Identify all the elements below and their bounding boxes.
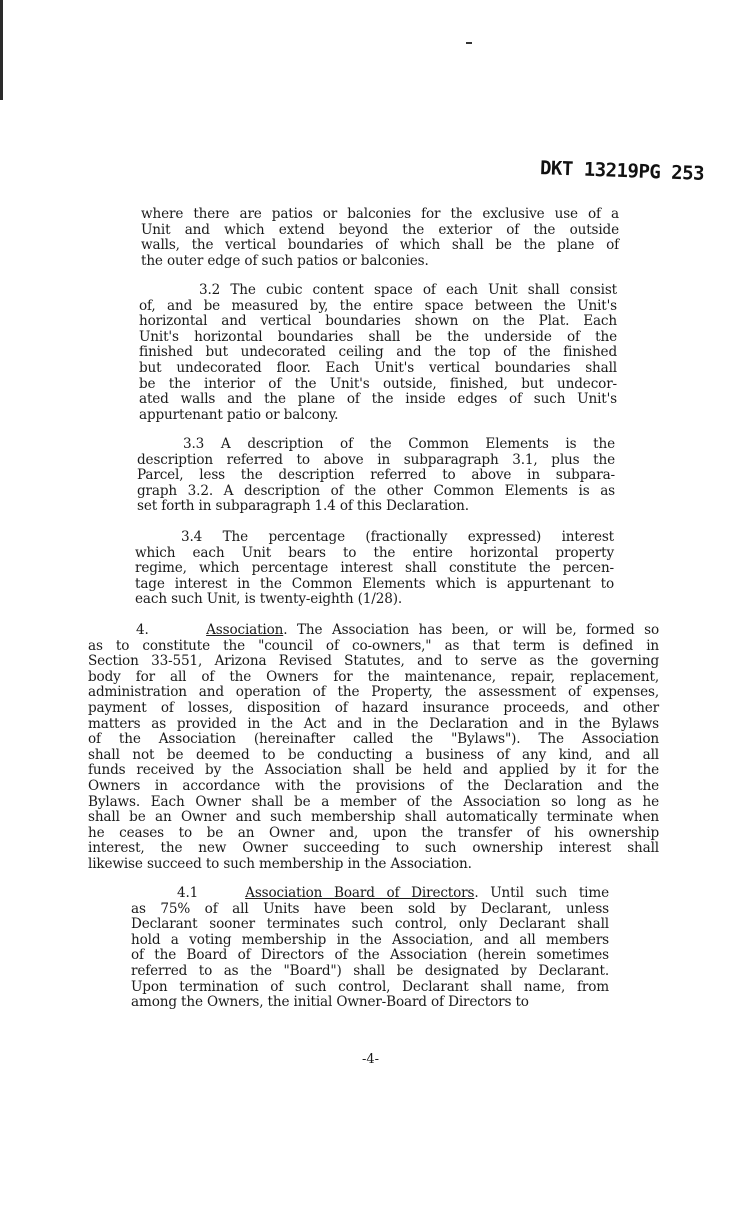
paragraph-intro [141, 207, 619, 269]
text-line: matters as provided in the Act and in the Declaration and in the Bylaws [88, 715, 659, 732]
text-line: among the Owners, the initial Owner-Board of Directors to [131, 994, 529, 1011]
text-line: Parcel, less the description referred to above in subpara- [137, 467, 615, 484]
text-line: finished but undecorated ceiling and the top of the finished [139, 344, 617, 361]
text-line: as to constitute the "council of co-owners," as that term is defined in [88, 637, 659, 654]
text-line: administration and operation of the Property, the assessment of expenses, [88, 684, 659, 701]
text-line: tage interest in the Common Elements which is appurtenant to [135, 575, 614, 592]
section-number: 4.1 [177, 885, 199, 901]
text-line: 3.4 The percentage (fractionally expressed) interest [181, 529, 614, 545]
section-heading: Association Board of Directors [245, 885, 475, 901]
page-number: -4- [362, 1052, 380, 1067]
text-line: shall not be deemed to be conducting a business of any kind, and all [88, 746, 659, 763]
text-line: walls, the vertical boundaries of which shall be the plane of [141, 237, 619, 254]
text-line: ated walls and the plane of the inside edges of such Unit's [139, 391, 617, 408]
text-line: Upon termination of such control, Declarant shall name, from [131, 978, 609, 995]
text-line: hold a voting membership in the Association, and all members [131, 931, 609, 948]
recording-stamp: DKT 13219PG 253 [539, 157, 705, 185]
paragraph-3-3 [137, 437, 615, 515]
text-line: set forth in subparagraph 1.4 of this Declaration. [137, 498, 469, 515]
text-line [88, 623, 659, 639]
scan-speck [466, 42, 472, 44]
text-line: likewise succeed to such membership in the Association. [88, 855, 472, 872]
text-line: appurtenant patio or balcony. [139, 406, 339, 423]
text-line: payment of losses, disposition of hazard insurance proceeds, and other [88, 699, 659, 716]
text-line [131, 886, 609, 902]
text-line: Owners in accordance with the provisions of the Declaration and the [88, 777, 659, 794]
text-line: funds received by the Association shall be held and applied by it for the [88, 762, 659, 779]
text-line: Bylaws. Each Owner shall be a member of the Association so long as he [88, 793, 659, 810]
text-line-rest: . Until such time [474, 885, 609, 901]
text-line: regime, which percentage interest shall constitute the percen- [135, 560, 614, 577]
paragraph-3-4 [135, 530, 614, 608]
text-line: of the Board of Directors of the Association (herein sometimes [131, 947, 609, 964]
text-line: as 75% of all Units have been sold by Declarant, unless [131, 900, 609, 917]
text-line: each such Unit, is twenty-eighth (1/28). [135, 591, 403, 608]
text-line-rest: . The Association has been, or will be, formed so [283, 622, 660, 638]
paragraph-4-1-board [131, 886, 609, 1011]
text-line: referred to as the "Board") shall be designated by Declarant. [131, 962, 609, 979]
text-line: description referred to above in subparagraph 3.1, plus the [137, 451, 615, 468]
section-number: 4. [136, 622, 149, 638]
scan-edge-mark [0, 0, 3, 100]
text-line: which each Unit bears to the entire horizontal property [135, 544, 614, 561]
text-line: Unit's horizontal boundaries shall be the underside of the [139, 328, 617, 345]
text-line: 3.2 The cubic content space of each Unit shall consist [199, 282, 617, 298]
text-line: interest, the new Owner succeeding to such ownership interest shall [88, 840, 659, 857]
text-line: Unit and which extend beyond the exterior of the outside [141, 221, 619, 238]
text-line: Section 33-551, Arizona Revised Statutes, and to serve as the governing [88, 653, 659, 670]
text-line: 3.3 A description of the Common Elements is the [183, 436, 615, 452]
text-line: of, and be measured by, the entire space between the Unit's [139, 297, 617, 314]
text-line: but undecorated floor. Each Unit's vertical boundaries shall [139, 359, 617, 376]
section-heading: Association [206, 622, 284, 638]
paragraph-4-association [88, 623, 659, 873]
text-line: of the Association (hereinafter called the "Bylaws"). The Association [88, 731, 659, 748]
text-line: shall be an Owner and such membership shall automatically terminate when [88, 809, 659, 826]
paragraph-3-2 [139, 283, 617, 423]
text-line: the outer edge of such patios or balconies. [141, 252, 429, 269]
text-line: be the interior of the Unit's outside, finished, but undecor- [139, 375, 617, 392]
text-line: he ceases to be an Owner and, upon the transfer of his ownership [88, 824, 659, 841]
text-line: graph 3.2. A description of the other Common Elements is as [137, 482, 615, 499]
text-line: body for all of the Owners for the maintenance, repair, replacement, [88, 668, 659, 685]
text-line: horizontal and vertical boundaries shown on the Plat. Each [139, 313, 617, 330]
text-line: where there are patios or balconies for the exclusive use of a [141, 206, 619, 222]
text-line: Declarant sooner terminates such control, only Declarant shall [131, 916, 609, 933]
